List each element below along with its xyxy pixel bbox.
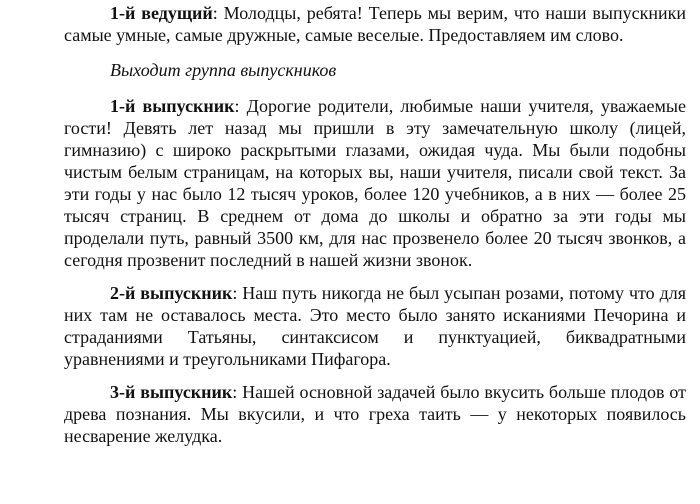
paragraph-graduate-2 <box>64 282 686 370</box>
speaker-graduate-1: 1-й выпускник <box>110 96 235 116</box>
paragraph-text: : Дорогие родители, любимые наши учителя, уважаемые гости! Девять лет назад мы пришли в эту замечательную школу (лицей, гимназию) с широко раскрытыми глазами, ожидая чуда. Мы были подобны чистым белым страницам, на которых вы, наши учителя, писали свой текст. За эти годы у нас было 12 тысяч уроков, более 120 учебников, а в них — более 25 тысяч страниц. В среднем от дома до школы и обратно за эти годы мы проделали путь, равный 3500 км, для нас прозвенело более 20 тысяч звонков, а сегодня прозвенит последний в нашей жизни звонок. <box>64 96 686 270</box>
stage-direction: Выходит группа выпускников <box>110 60 337 80</box>
paragraph-graduate-1 <box>64 95 686 271</box>
speaker-host-1: 1-й ведущий <box>110 3 213 23</box>
paragraph-graduate-3 <box>64 381 686 447</box>
paragraph-text: : Молодцы, ребята! Теперь мы верим, что наши выпускники самые умные, самые дружные, самые веселые. Предоставляем им слово. <box>64 3 687 45</box>
paragraph-host-1 <box>64 2 686 46</box>
paragraph-text: : Наш путь никогда не был усыпан розами, потому что для них там не оставалось места. Это место было занято исканиями Печорина и страданиями Татьяны, синтаксисом и пунктуацией, биквадратными уравнениями и треугольниками Пифагора. <box>64 283 687 369</box>
paragraph-text: : Нашей основной задачей было вкусить больше плодов от древа познания. Мы вкусили, и что греха таить — у некоторых появилось несварение желудка. <box>64 382 686 446</box>
speaker-graduate-3: 3-й выпускник <box>110 382 233 402</box>
speaker-graduate-2: 2-й выпускник <box>110 283 233 303</box>
